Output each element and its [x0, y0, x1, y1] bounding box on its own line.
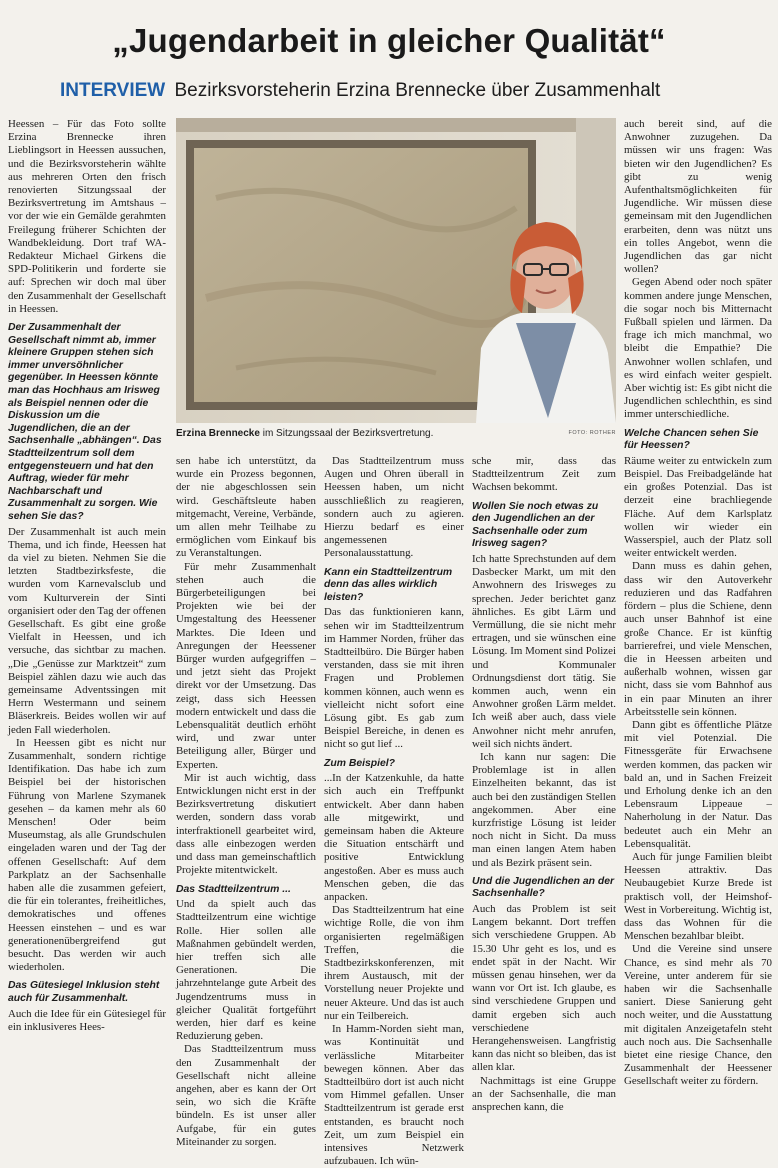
kicker: INTERVIEW: [60, 80, 166, 101]
subheadline-text: Bezirksvorsteherin Erzina Brennecke über Zusammenhalt: [174, 80, 661, 101]
question: Wollen Sie noch etwas zu den Jugendlichen an der Sachsenhalle oder zum Irisweg sagen?: [472, 500, 599, 550]
caption-name: Erzina Brennecke: [176, 428, 260, 439]
photo: [176, 118, 616, 423]
answer-paragraph: Nachmittags ist eine Gruppe an der Sachsenhalle, die man ansprechen kann, die: [472, 1074, 616, 1114]
answer-paragraph: Das das funktionieren kann, sehen wir im Stadtteilzentrum im Hammer Norden, früher das Stadtteilbüro. Die Bürger haben verstanden, dass sie mit ihren Fragen und Problemen kommen können, auch wenn es vielleicht nicht sofort eine Lösung gibt. Es gab zum Beispiel Bereiche, in denen es nicht so gut lief ...: [324, 606, 464, 751]
photo-caption: [176, 428, 616, 439]
answer-paragraph: sche mir, dass das Stadtteilzentrum Zeit zum Wachsen bekommt.: [472, 455, 616, 494]
answer-paragraph: Gegen Abend oder noch später kommen andere junge Menschen, die sogar noch bis Mitternacht Fußball spielen und lärmen. Da frage ich mich manchmal, wo bleibt die Empathie? Die Anwohner wollen schlafen, und es wird einfach weiter gespielt. Aber wichtig ist: Es gibt nicht die Jugendlichen schlechthin, es sind immer unterschiedliche.: [624, 276, 772, 421]
answer-paragraph: Auch die Idee für ein Gütesiegel für ein inklusiveres Hees-: [8, 1007, 166, 1033]
answer-paragraph: Ich kann nur sagen: Die Problemlage ist in allen Einzelheiten bekannt, das ist auch bei den zuständigen Stellen angekommen. Aber eine kurzfristige Lösung ist leider noch nicht in Sicht. Da muss man einen langen Atem haben und als Bezirk präsent sein.: [472, 751, 616, 869]
column-1: [8, 118, 166, 1130]
caption-text: im Sitzungssaal der Bezirksvertretung.: [259, 428, 434, 439]
answer-paragraph: Räume weiter zu entwickeln zum Beispiel. Das Freibadgelände hat ein großes Potenzial. Das ist derzeit eine brachliegende Fläche. Auf dem Karlsplatz wollen wir wieder ein Wasserspiel, auch der Platz soll weiter entwickelt werden.: [624, 454, 772, 560]
question: Kann ein Stadtteilzentrum denn das alles wirklich leisten?: [324, 566, 453, 603]
answer-paragraph: Und die Vereine sind unsere Chance, es sind mehr als 70 Vereine, unter anderem für sie haben wir die Sachsenhalle saniert. Diese Sanierung geht noch weiter, und die Ausstattung mit digitalen Anzeigetafeln steht auch noch aus. Die Sachsenhalle bietet eine riesige Chance, den Zusammenhalt der Heessener Gesellschaft weiter zu fördern.: [624, 943, 772, 1088]
answer-paragraph: Der Zusammenhalt ist auch mein Thema, und ich finde, Heessen hat da viel zu bieten. Nehmen Sie die letzten Stadtbezirksfeste, die wurden vom Karnevalsclub und vom Kulturverein der Sinti organisiert oder den Tag der offenen Gesellschaft. Es gibt eine große Vielfalt in Heessen, und ich versuche, das sichtbar zu machen. „Die „Genüsse zur Marktzeit“ zum Beispiel zählen dazu wie auch das gemeinsame Adventssingen mit Herrn Westermann und seinem Bläserkreis. Beides wollen wir auf jeden Fall wiederholen.: [8, 525, 167, 736]
intro-paragraph: Heessen – Für das Foto sollte Erzina Brennecke ihren Lieblingsort in Heessen aussuchen, und die Bezirksvorsteherin wählte aus mehreren Orten den frisch renovierten Sitzungssaal der Bezirksvertretung im Amtshaus – vor der wie ein Gemälde gerahmten Freilegung früherer Schichten der Wandbekleidung. Dort traf WA-Redakteur Michael Girkens die SPD-Politikerin und forderte sie auf: Sprechen wir doch mal über den Zusammenhalt der Gesellschaft in Heessen.: [8, 118, 166, 315]
column-2: [176, 455, 316, 1148]
answer-paragraph: ...In der Katzenkuhle, da hatte sich auch ein Treffpunkt entwickelt. Aber dann haben alle mitgewirkt, und gemeinsam haben die Akteure die Situation entschärft und positive Entwicklung angestoßen. Aber es muss auch Menschen geben, die das anpacken.: [324, 772, 464, 904]
answer-paragraph: sen habe ich unterstützt, da wurde ein Prozess begonnen, der nie abgeschlossen sein wird. Geschäftsleute haben mitgemacht, Vereine, Verbände, um allen mehr Teilhabe zu ermöglichen vom Einkauf bis zu Veranstaltungen.: [176, 455, 316, 560]
question: Der Zusammenhalt der Gesellschaft nimmt ab, immer kleinere Gruppen stehen sich immer unversöhnlicher gegenüber. In Heessen könnte man das Hochhaus am Irisweg als Beispiel nennen oder die Diskussion um die Jugendlichen, die an der Sachsenhalle „abhängen“. Das Stadtteilzentrum soll dem entgegensteuern und hat den Auftrag, wieder für mehr Nachbarschaft und Zusammenhalt zu sorgen. Wie sehen Sie das?: [8, 322, 162, 522]
answer-paragraph: In Heessen gibt es nicht nur Zusammenhalt, sondern richtige Identifikation. Das habe ich zum Beispiel bei der historischen Führung von Marlene Szymanek gesehen – da kamen mehr als 60 Menschen! Oder beim Museumstag, als alle Grundschulen eingeladen waren und der Tag der offenen Gesellschaft: Auf dem Parkplatz an der Sachsenhalle haben alle die zusammen gefeiert, die für ein tolerantes, freiheitliches, demokratisches und offenes Heessen einstehen – und es war generationenübergreifend gut besucht. Das werden wir auch wiederholen.: [8, 736, 166, 974]
answer-paragraph: In Hamm-Norden sieht man, was Kontinuität und verlässliche Mitarbeiter bewegen können. Aber das Stadtteilbüro dort ist auch nicht vom Himmel gefallen. Unser Stadtteilzentrum ist gerade erst entstanden, es braucht noch Zeit, um zum Beispiel ein intensives Netzwerk aufzubauen. Ich wün-: [324, 1023, 464, 1168]
answer-paragraph: Dann gibt es öffentliche Plätze mit viel Potenzial. Die Fitnessgeräte für Erwachsene werden kommen, das packen wir bald an, und in Sachen Freizeit und Erholung denke ich an den Lebensraum Lippeaue – Naherholung in der Natur. Das bedeutet auch ein Mehr an Lebensqualität.: [624, 718, 772, 850]
question: Das Stadtteilzentrum ...: [176, 883, 291, 895]
column-3: [324, 455, 464, 1168]
column-5: [624, 118, 772, 1130]
answer-paragraph: Auch das Problem ist seit Langem bekannt. Dort treffen sich verschiedene Gruppen. Ab 15.30 Uhr geht es los, und es endet spät in der Nacht. Wir müssen genau hinsehen, wer da wann vor Ort ist. Ich glaube, es sind verschiedene Gruppen und damit ergeben sich auch verschiedene Herangehensweisen. Langfristig kann das nicht so bleiben, das ist allen klar.: [472, 903, 616, 1074]
question: Zum Beispiel?: [324, 757, 396, 769]
answer-paragraph: Ich hatte Sprechstunden auf dem Dasbecker Markt, um mit den Anwohnern des Irisweges zu sprechen. Jeder berichtet ganz ähnliches. Es gibt Lärm und Vermüllung, die sie nicht mehr ertragen, und sie wünschen eine Lösung. Im Moment sind Polizei und Kommunaler Ordnungsdienst dort tätig. Sie kommen auch, wenn ein Anwohner großen Lärm meldet. Ich weiß aber auch, dass viele Anwohner nicht mehr anrufen, weil sich nichts ändert.: [472, 552, 616, 750]
answer-paragraph: Auch für junge Familien bleibt Heessen attraktiv. Das Neubaugebiet Kurze Brede ist praktisch voll, der Heimshof-West in Vorbereitung. Wichtig ist, dass das Wohnen für die Menschen bezahlbar bleibt.: [624, 850, 772, 943]
question: Welche Chancen sehen Sie für Heessen?: [624, 427, 759, 452]
answer-paragraph: Für mehr Zusammenhalt stehen auch die Bürgerbeteiligungen bei Projekten wie bei der Umgestaltung des Heessener Marktes. Die Ideen und Anregungen der Heessener Bürger wurden aufgegriffen – und jetzt sieht das Projekt direkt vor der Umsetzung. Das zeigt, dass sich Heessen modern entwickelt und dass die Lebensqualität deutlich erhöht wird, und zwar unter Beteiligung aller, Bürger und Experten.: [176, 560, 316, 771]
question: Und die Jugendlichen an der Sachsenhalle?: [472, 875, 615, 900]
question: Das Gütesiegel Inklusion steht auch für Zusammenhalt.: [8, 980, 160, 1005]
headline: „Jugendarbeit in gleicher Qualität“: [112, 22, 666, 59]
answer-paragraph: Das Stadtteilzentrum muss Augen und Ohren überall in Heessen haben, um nicht ausschließlich zu reagieren, sondern auch zu agieren. Hierzu bedarf es einer angemessenen Personalausstattung.: [324, 455, 464, 560]
photo-credit: FOTO: ROTHER: [568, 430, 616, 436]
portrait-illustration: [176, 118, 616, 423]
answer-paragraph: Und da spielt auch das Stadtteilzentrum eine wichtige Rolle. Hier sollen alle Maßnahmen gebündelt werden, hier treffen sich alle Generationen. Die jahrzehntelange gute Arbeit des Jugendzentrums muss in gleicher Qualität fortgeführt werden, hier darf es keine Reduzierung geben.: [176, 898, 316, 1043]
answer-paragraph: Das Stadtteilzentrum hat eine wichtige Rolle, die von ihm organisierten regelmäßigen Treffen, die Stadtbezirkskonferenzen, mit ihrem Austausch, mit der Vorstellung neuer Projekte und neuer Akteure. Und das ist auch nur ein Teilbereich.: [324, 904, 464, 1022]
answer-paragraph: Dann muss es dahin gehen, dass wir den Autoverkehr reduzieren und das Radfahren fördern – plus die Schiene, denn auch unser Bahnhof ist eine große Chance. Er ist künftig barrierefrei, und viele Menschen, die in Heessen arbeiten und außerhalb wohnen, wissen gar nicht, dass sie vom Bahnhof aus in ein paar Minuten an ihrer Arbeitsstelle sein können.: [624, 560, 772, 718]
answer-paragraph: Mir ist auch wichtig, dass Entwicklungen nicht erst in der Bezirksvertretung diskutiert werden, sondern dass vorab interfraktionell gearbeitet wird, dass alle einbezogen werden und dass man gemeinschaftlich Projekte mitentwickelt.: [176, 771, 316, 877]
answer-paragraph: auch bereit sind, auf die Anwohner zuzugehen. Da müssen wir uns fragen: Was bieten wir den Jugendlichen? Es gibt zu wenig Aufenthaltsmöglichkeiten für Jugendliche. Wir müssen diese gemeinsam mit den Jugendlichen erarbeiten, denn was nützt uns ein tolles Angebot, wenn die Jugendlichen das gar nicht wollen?: [624, 118, 772, 276]
column-4: [472, 455, 616, 1130]
subheadline: [60, 80, 760, 102]
answer-paragraph: Das Stadtteilzentrum muss den Zusammenhalt der Gesellschaft nicht alleine angehen, aber es kann der Ort sein, wo sich die Kräfte bündeln. Es ist unser aller Aufgabe, für ein gutes Miteinander zu sorgen.: [176, 1043, 316, 1148]
